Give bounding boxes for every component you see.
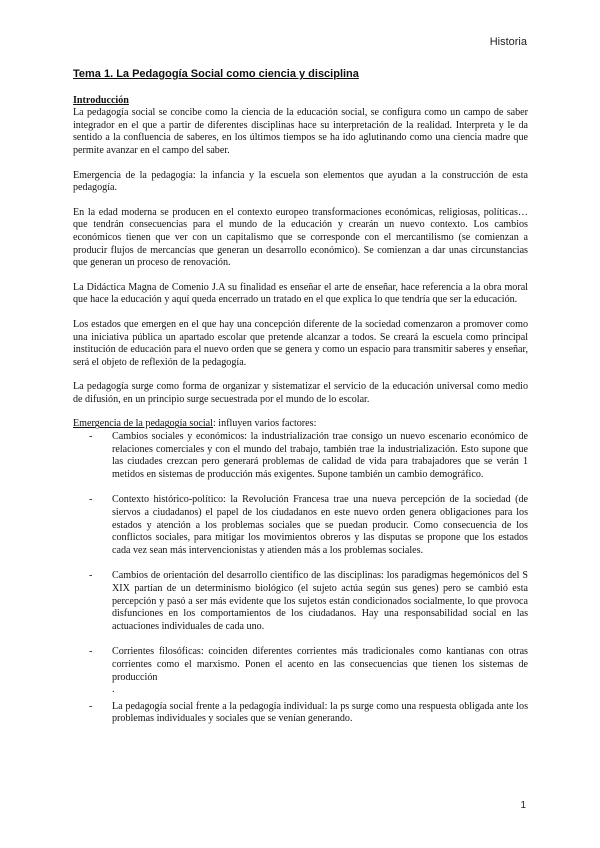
list-item <box>73 570 528 633</box>
dash-bullet: - <box>89 494 93 506</box>
stray-dot: . <box>112 684 115 696</box>
factors-list <box>73 431 528 726</box>
factor-text: La pedagogía social frente a la pedagogía individual: la ps surge como una respuesta obligada ante los problemas individuales y sociales que se venían generando. <box>112 700 528 725</box>
document-body <box>73 68 528 726</box>
social-emergence-label: Emergencia de la pedagogía social <box>73 418 213 430</box>
list-item <box>73 646 528 696</box>
dash-bullet: - <box>89 431 93 443</box>
dash-bullet: - <box>89 570 93 582</box>
paragraph-modern-age: En la edad moderna se producen en el contexto europeo transformaciones económicas, religiosas, políticas… que tendrán consecuencias para el mundo de la educación y crearán un nuevo contexto. Los cambios económicos tienen que ver con un capitalismo que se corresponde con el mercantilismo (se comienzan a producir flujos de mercancías que generan un desarrollo económico). Se comienzan a dar unas circunstancias que generan un proceso de renovación. <box>73 206 528 269</box>
header-subject: Historia <box>489 36 527 48</box>
page-number: 1 <box>520 800 526 811</box>
factor-text: Contexto histórico-político: la Revolución Francesa trae una nueva percepción de la sociedad (de siervos a ciudadanos) el papel de los ciudadanos en este nuevo orden genera obligaciones para los estados y atención a los problemas sociales que se puedan producir. Como consecuencia de los conflictos sociales, para mitigar los movimientos obreros y las disputas se propone que los estados cada vez sean más intervencionistas y atienden más a los problemas sociales. <box>112 494 528 556</box>
factor-text: Corrientes filosóficas: coinciden diferentes corrientes más tradicionales como kantianas con otras corrientes como el marxismo. Ponen el acento en las consecuencias que tienen los sistemas de producción <box>112 646 528 683</box>
dash-bullet: - <box>89 700 93 712</box>
list-item <box>73 701 528 726</box>
factor-text: Cambios de orientación del desarrollo científico de las disciplinas: los paradigmas hegemónicos del S XIX partían de un determinismo biológico (el sujeto actúa según sus genes) pero se cambió esta percepción y pasó a ser más evidente que los sujetos están condicionados socialmente, lo que provoca disfunciones en los comportamientos de los ciudadanos. Hay una responsabilidad social en las actuaciones individuales de cada uno. <box>112 570 528 632</box>
paragraph-emergence: Emergencia de la pedagogía: la infancia y la escuela son elementos que ayudan a la construcción de esta pedagogía. <box>73 169 528 194</box>
dash-bullet: - <box>89 646 93 658</box>
social-emergence-intro <box>73 418 528 431</box>
list-item <box>73 494 528 557</box>
introduction-heading: Introducción <box>73 94 129 106</box>
document-title: Tema 1. La Pedagogía Social como ciencia y disciplina <box>73 68 359 80</box>
list-item <box>73 431 528 481</box>
introduction-paragraph: La pedagogía social se concibe como la ciencia de la educación social, se configura como un campo de saber integrador en el que a partir de diferentes disciplinas hace su interpretación de la realidad. Interpreta y le da sentido a la confluencia de saberes, en los últimos tiempos se ha ido aglutinando como una ciencia madre que permite avanzar en el campo del saber. <box>73 107 528 156</box>
paragraph-didactica-magna: La Didáctica Magna de Comenio J.A su finalidad es enseñar el arte de enseñar, hace referencia a la obra moral que hace la educación y aquí queda encerrado un tratado en el que explica lo que tendría que ser la educación. <box>73 281 528 306</box>
factor-text: Cambios sociales y económicos: la industrialización trae consigo un nuevo escenario económico de relaciones comerciales y con el mundo del trabajo, también trae la industrialización. Esto supone que las ciudades crezcan pero generará problemas de calidad de vida para trabajadores que se verán 1 metidos en sistemas de producción más exigentes. Supone también un cambio demográfico. <box>112 431 528 480</box>
paragraph-pedagogy-origin: La pedagogía surge como forma de organizar y sistematizar el servicio de la educación universal como medio de difusión, en un principio surge secuestrada por el mundo de lo escolar. <box>73 381 528 405</box>
paragraph-states: Los estados que emergen en el que hay una concepción diferente de la sociedad comenzaron a promover como una iniciativa pública un apartado escolar que pretende alcanzar a todos. Se creará la escuela como principal institución de educación para el nuevo orden que se genera y como un espacio para transmitir saberes y enseñar, será el objeto de reflexión de la pedagogía. <box>73 318 528 368</box>
social-emergence-rest: : influyen varios factores: <box>212 418 317 430</box>
